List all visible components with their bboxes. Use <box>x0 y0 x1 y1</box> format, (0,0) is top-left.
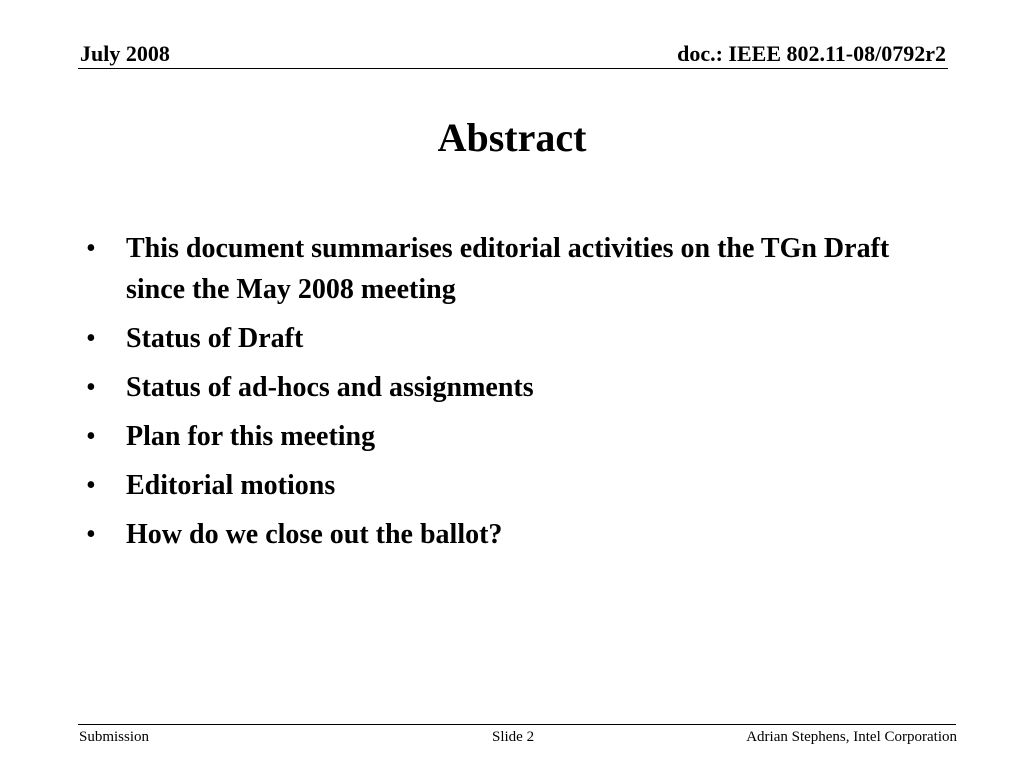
bullet-text: This document summarises editorial activities on the TGn Draft since the May 2008 meeting <box>126 233 890 305</box>
footer-submission: Submission <box>79 729 150 745</box>
bullet-icon: • <box>86 470 96 501</box>
header-date: July 2008 <box>80 41 170 66</box>
bullet-item-5 <box>86 465 946 506</box>
footer-divider <box>78 724 956 725</box>
bullet-icon: • <box>86 519 96 550</box>
footer-slide-number: Slide 2 <box>492 729 535 745</box>
bullet-text: Editorial motions <box>126 470 336 501</box>
bullet-icon: • <box>86 421 96 452</box>
bullet-icon: • <box>86 372 96 403</box>
bullet-item-1 <box>86 228 946 310</box>
bullet-icon: • <box>86 323 96 354</box>
bullet-text: Status of Draft <box>126 323 304 354</box>
footer-author: Adrian Stephens, Intel Corporation <box>746 729 957 745</box>
bullet-item-6 <box>86 514 946 555</box>
bullet-item-2 <box>86 318 946 359</box>
bullet-text: Plan for this meeting <box>126 421 376 452</box>
header-document-id: doc.: IEEE 802.11-08/0792r2 <box>677 41 946 66</box>
bullet-text: Status of ad-hocs and assignments <box>126 372 534 403</box>
bullet-icon: • <box>86 233 96 264</box>
bullet-list <box>86 228 946 563</box>
bullet-text: How do we close out the ballot? <box>126 519 503 550</box>
slide-title: Abstract <box>437 115 587 160</box>
bullet-item-3 <box>86 367 946 408</box>
header-divider <box>78 68 948 69</box>
bullet-item-4 <box>86 416 946 457</box>
